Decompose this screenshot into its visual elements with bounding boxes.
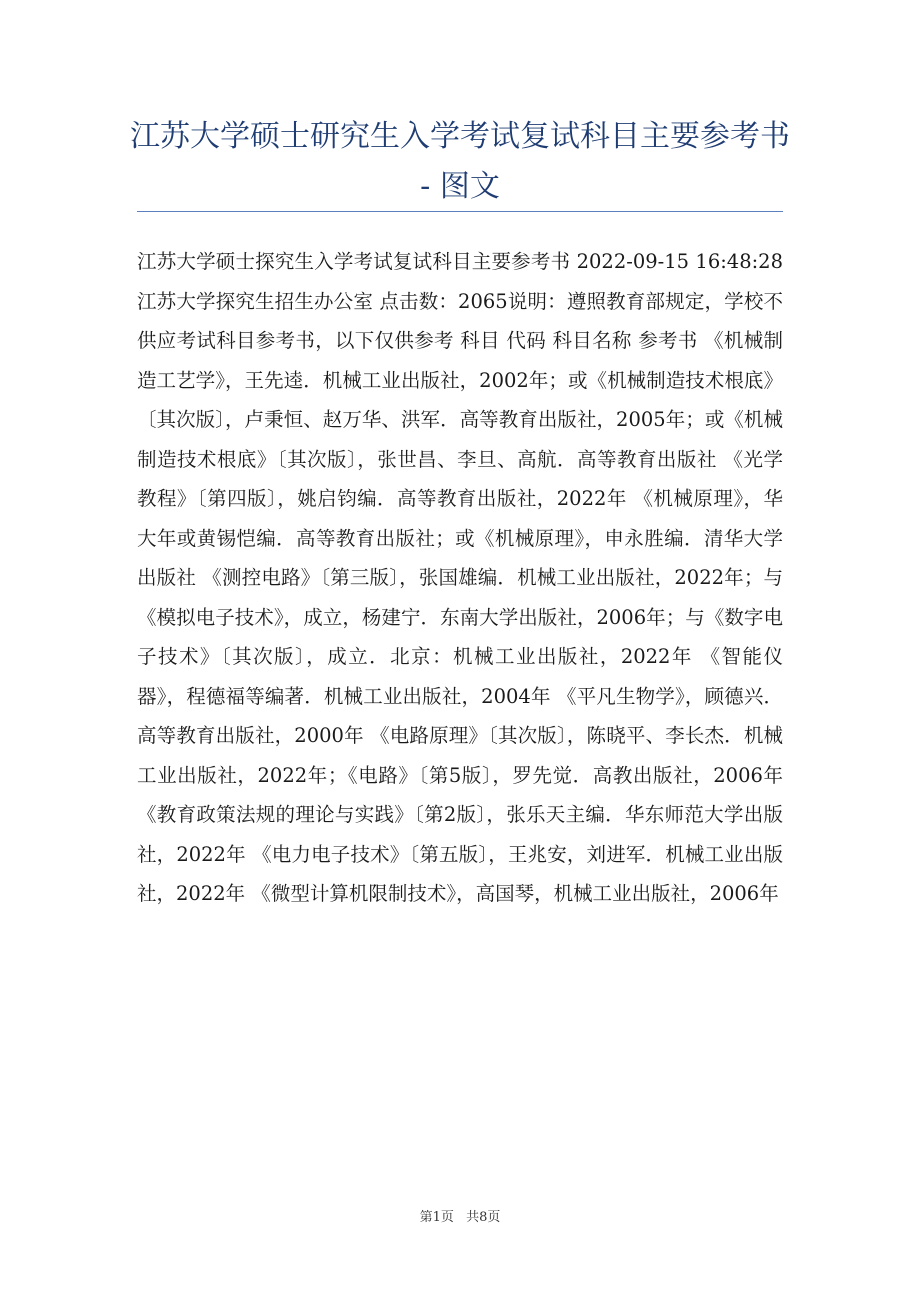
title-line-1: 江苏大学硕士研究生入学考试复试科目主要参考书 [130,119,790,154]
title-line-2: - 图文 [420,169,500,204]
page-number-current: 第1页 [419,1210,454,1225]
page-number-total: 共8页 [466,1210,501,1225]
body-paragraph: 江苏大学硕士探究生入学考试复试科目主要参考书 2022-09-15 16:48:28江苏大学探究生招生办公室 点击数：2065说明：遵照教育部规定，学校不供应考试科目参考书，以下仅供参考 科目 代码 科目名称 参考书 《机械制造工艺学》，王先逵．机械工业出版社，2002年；或《机械制造技术根底》〔其次版〕，卢秉恒、赵万华、洪军．高等教育出版社，2005年；或《机械制造技术根底》〔其次版〕，张世昌、李旦、高航．高等教育出版社 《光学教程》〔第四版〕，姚启钧编．高等教育出版社，2022年 《机械原理》，华大年或黄锡恺编．高等教育出版社；或《机械原理》，申永胜编．清华大学出版社 《测控电路》〔第三版〕，张国雄编．机械工业出版社，2022年；与《模拟电子技术》，成立，杨建宁．东南大学出版社，2006年；与《数字电子技术》〔其次版〕，成立．北京：机械工业出版社，2022年 《智能仪器》，程德福等编著．机械工业出版社，2004年 《平凡生物学》，顾德兴．高等教育出版社，2000年 《电路原理》〔其次版〕，陈晓平、李长杰．机械工业出版社，2022年；《电路》〔第5版〕，罗先觉．高教出版社，2006年 《教育政策法规的理论与实践》〔第2版〕，张乐天主编．华东师范大学出版社，2022年 《电力电子技术》〔第五版〕，王兆安，刘进军．机械工业出版社，2022年 《微型计算机限制技术》，高国琴，机械工业出版社，2006年 [137,250,783,905]
title-divider [137,211,783,212]
page-footer [0,1206,920,1225]
document-title [100,112,820,212]
